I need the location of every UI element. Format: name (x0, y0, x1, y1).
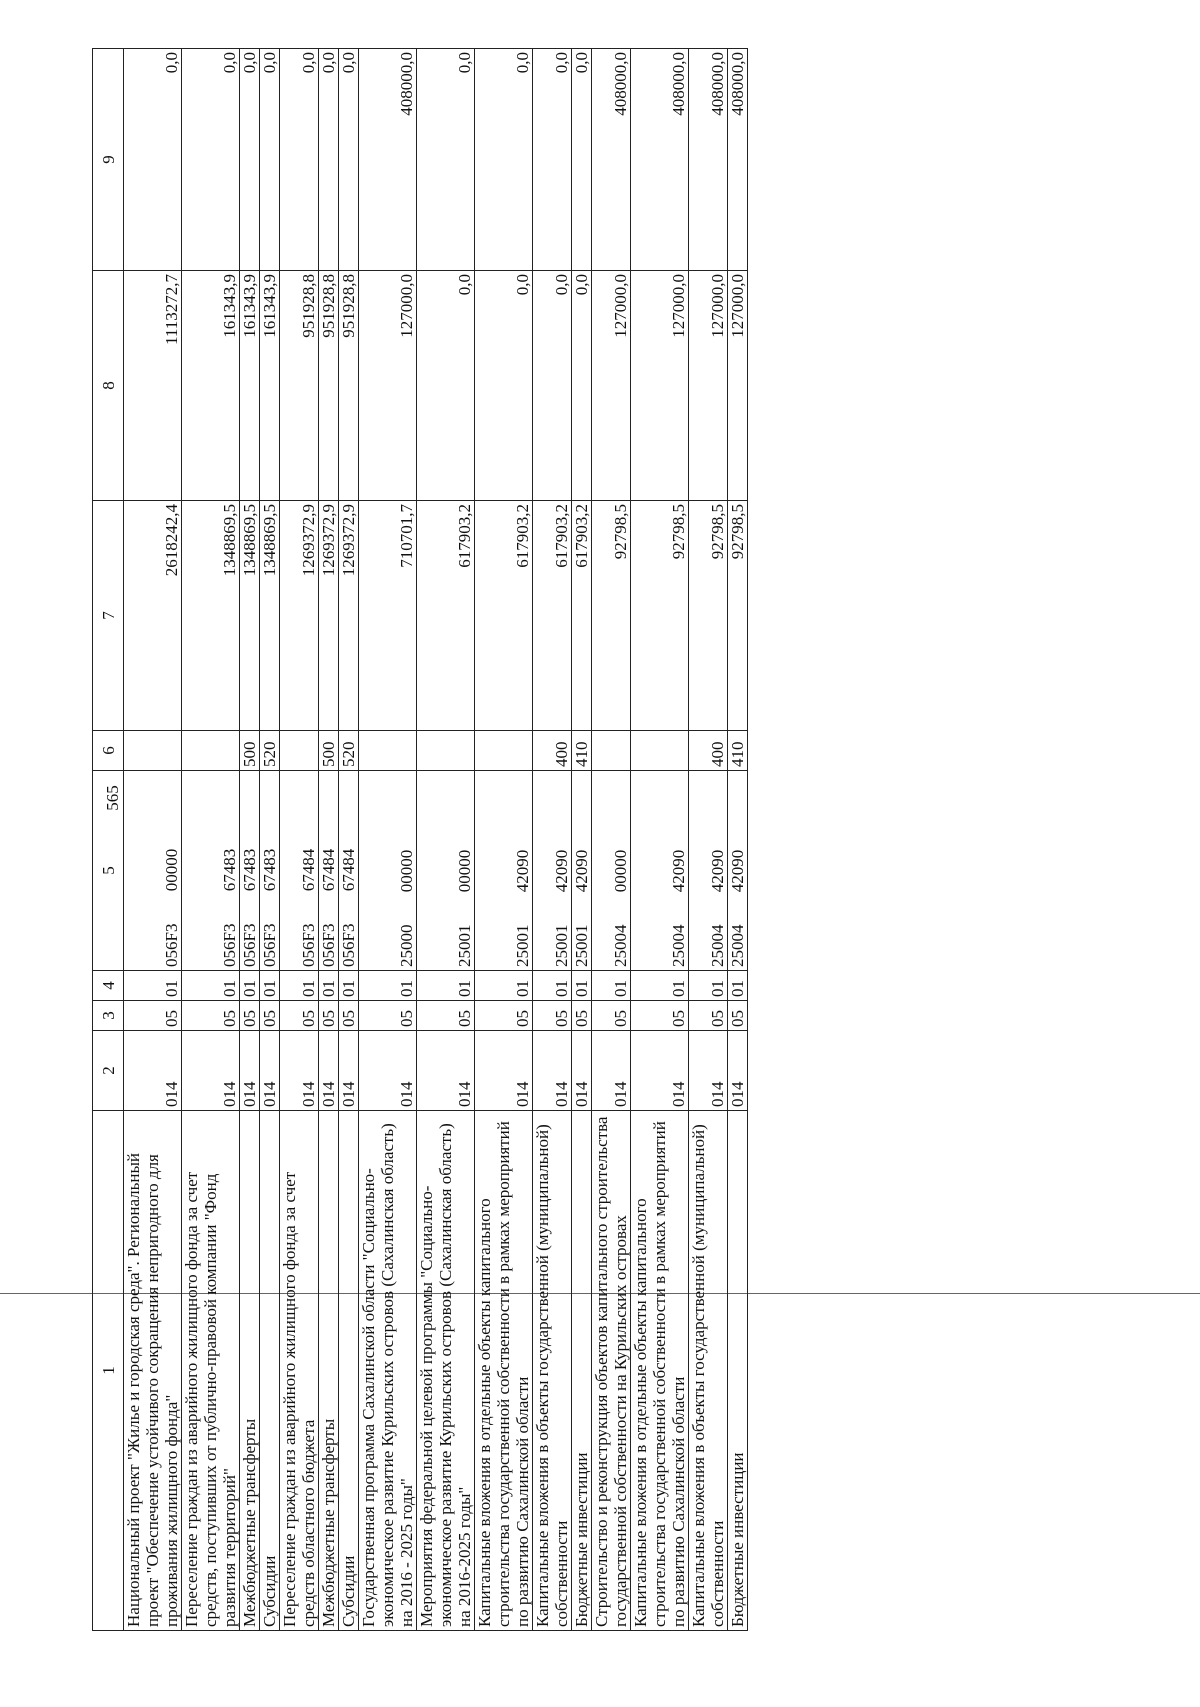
row-amount-7: 1348869,5 (240, 501, 260, 731)
row-target-code: 056F3 00000 (124, 771, 182, 971)
row-amount-9: 0,0 (533, 49, 572, 271)
row-amount-8: 0,0 (417, 271, 475, 501)
row-amount-7: 92798,5 (689, 501, 728, 731)
row-ministry-code: 014 (728, 1031, 748, 1111)
row-subsection: 01 (475, 971, 533, 1001)
row-name: Межбюджетные трансферты (319, 1111, 339, 1631)
row-section: 05 (689, 1001, 728, 1031)
row-amount-8: 0,0 (475, 271, 533, 501)
row-section: 05 (182, 1001, 240, 1031)
row-amount-8: 0,0 (572, 271, 592, 501)
row-target-code: 056F3 67484 (339, 771, 359, 971)
col-header-5: 5 (93, 771, 124, 971)
row-ministry-code: 014 (417, 1031, 475, 1111)
row-expense-type: 400 (689, 731, 728, 771)
col-header-2: 2 (93, 1031, 124, 1111)
row-expense-type: 500 (319, 731, 339, 771)
row-section: 05 (319, 1001, 339, 1031)
table-row (728, 49, 748, 1631)
row-amount-7: 617903,2 (417, 501, 475, 731)
row-amount-8: 951928,8 (339, 271, 359, 501)
row-name: Государственная программа Сахалинской области "Социально-экономическое развитие Курильских островов (Сахалинская область) на 2016 - 2025 годы" (359, 1111, 417, 1631)
row-amount-8: 951928,8 (280, 271, 319, 501)
row-target-code: 25004 42090 (689, 771, 728, 971)
row-target-code: 25001 42090 (475, 771, 533, 971)
table-row (689, 49, 728, 1631)
row-amount-9: 0,0 (417, 49, 475, 271)
row-subsection: 01 (359, 971, 417, 1001)
table-row (592, 49, 631, 1631)
row-name: Капитальные вложения в объекты государственной (муниципальной) собственности (689, 1111, 728, 1631)
row-target-code: 25004 00000 (592, 771, 631, 971)
table-row (631, 49, 689, 1631)
row-ministry-code: 014 (689, 1031, 728, 1111)
row-ministry-code: 014 (572, 1031, 592, 1111)
row-amount-9: 0,0 (339, 49, 359, 271)
row-subsection: 01 (689, 971, 728, 1001)
row-ministry-code: 014 (280, 1031, 319, 1111)
row-subsection: 01 (533, 971, 572, 1001)
row-section: 05 (280, 1001, 319, 1031)
row-amount-8: 1113272,7 (124, 271, 182, 501)
col-header-1: 1 (93, 1111, 124, 1631)
row-amount-8: 127000,0 (592, 271, 631, 501)
row-amount-8: 161343,9 (260, 271, 280, 501)
row-subsection: 01 (631, 971, 689, 1001)
row-amount-7: 92798,5 (631, 501, 689, 731)
table-row (572, 49, 592, 1631)
row-name: Мероприятия федеральной целевой программы "Социально-экономическое развитие Курильских островов (Сахалинская область) на 2016-2025 годы" (417, 1111, 475, 1631)
row-target-code: 056F3 67484 (319, 771, 339, 971)
row-section: 05 (417, 1001, 475, 1031)
table-row (280, 49, 319, 1631)
row-amount-9: 0,0 (182, 49, 240, 271)
row-name: Бюджетные инвестиции (572, 1111, 592, 1631)
row-name: Переселение граждан из аварийного жилищного фонда за счет средств, поступивших от публично-правовой компании "Фонд развития территорий" (182, 1111, 240, 1631)
row-amount-7: 1348869,5 (182, 501, 240, 731)
row-expense-type: 410 (572, 731, 592, 771)
rotated-table-wrapper (92, 49, 1104, 1631)
row-amount-9: 408000,0 (631, 49, 689, 271)
row-subsection: 01 (728, 971, 748, 1001)
row-name: Субсидии (260, 1111, 280, 1631)
table-row (319, 49, 339, 1631)
row-amount-8: 0,0 (533, 271, 572, 501)
row-name: Капитальные вложения в объекты государственной (муниципальной) собственности (533, 1111, 572, 1631)
table-row (475, 49, 533, 1631)
row-amount-8: 161343,9 (240, 271, 260, 501)
col-header-9: 9 (93, 49, 124, 271)
row-ministry-code: 014 (359, 1031, 417, 1111)
row-amount-7: 1269372,9 (319, 501, 339, 731)
row-subsection: 01 (280, 971, 319, 1001)
table-row (339, 49, 359, 1631)
row-name: Строительство и реконструкция объектов капитального строительства государственной собственности на Курильских островах (592, 1111, 631, 1631)
row-name: Переселение граждан из аварийного жилищного фонда за счет средств областного бюджета (280, 1111, 319, 1631)
row-expense-type (182, 731, 240, 771)
row-section: 05 (475, 1001, 533, 1031)
row-amount-8: 161343,9 (182, 271, 240, 501)
header-row (93, 49, 124, 1631)
row-target-code: 056F3 67483 (182, 771, 240, 971)
col-header-6: 6 (93, 731, 124, 771)
budget-table (92, 48, 748, 1631)
row-amount-7: 617903,2 (533, 501, 572, 731)
row-expense-type: 500 (240, 731, 260, 771)
row-expense-type: 520 (260, 731, 280, 771)
row-amount-8: 951928,8 (319, 271, 339, 501)
row-amount-9: 0,0 (124, 49, 182, 271)
col-header-4: 4 (93, 971, 124, 1001)
row-amount-7: 2618242,4 (124, 501, 182, 731)
row-section: 05 (124, 1001, 182, 1031)
row-name: Капитальные вложения в отдельные объекты капитального строительства государственной собственности в рамках мероприятий по развитию Сахалинской области (631, 1111, 689, 1631)
row-amount-8: 127000,0 (631, 271, 689, 501)
row-section: 05 (592, 1001, 631, 1031)
row-expense-type: 410 (728, 731, 748, 771)
row-ministry-code: 014 (631, 1031, 689, 1111)
row-amount-8: 127000,0 (728, 271, 748, 501)
row-ministry-code: 014 (182, 1031, 240, 1111)
row-section: 05 (728, 1001, 748, 1031)
row-subsection: 01 (572, 971, 592, 1001)
page-number: 565 (103, 785, 122, 811)
row-amount-9: 408000,0 (359, 49, 417, 271)
row-section: 05 (533, 1001, 572, 1031)
row-ministry-code: 014 (124, 1031, 182, 1111)
row-expense-type: 520 (339, 731, 359, 771)
row-amount-8: 127000,0 (359, 271, 417, 501)
row-subsection: 01 (182, 971, 240, 1001)
row-subsection: 01 (260, 971, 280, 1001)
row-amount-7: 710701,7 (359, 501, 417, 731)
row-amount-9: 0,0 (475, 49, 533, 271)
row-amount-9: 0,0 (280, 49, 319, 271)
row-name: Капитальные вложения в отдельные объекты капитального строительства государственной собственности в рамках мероприятий по развитию Сахалинской области (475, 1111, 533, 1631)
row-expense-type (280, 731, 319, 771)
row-target-code: 25001 42090 (533, 771, 572, 971)
row-section: 05 (339, 1001, 359, 1031)
row-target-code: 056F3 67483 (260, 771, 280, 971)
row-expense-type (124, 731, 182, 771)
row-target-code: 056F3 67483 (240, 771, 260, 971)
table-row (124, 49, 182, 1631)
col-header-8: 8 (93, 271, 124, 501)
row-subsection: 01 (319, 971, 339, 1001)
row-expense-type (417, 731, 475, 771)
row-expense-type (631, 731, 689, 771)
row-amount-7: 92798,5 (592, 501, 631, 731)
row-ministry-code: 014 (533, 1031, 572, 1111)
row-amount-9: 408000,0 (689, 49, 728, 271)
row-target-code: 25004 42090 (728, 771, 748, 971)
row-amount-7: 92798,5 (728, 501, 748, 731)
row-section: 05 (631, 1001, 689, 1031)
table-row (182, 49, 240, 1631)
row-target-code: 25004 42090 (631, 771, 689, 971)
table-row (417, 49, 475, 1631)
row-amount-7: 1269372,9 (280, 501, 319, 731)
row-section: 05 (240, 1001, 260, 1031)
row-name: Межбюджетные трансферты (240, 1111, 260, 1631)
row-name: Субсидии (339, 1111, 359, 1631)
row-amount-9: 0,0 (260, 49, 280, 271)
row-subsection: 01 (417, 971, 475, 1001)
col-header-3: 3 (93, 1001, 124, 1031)
row-subsection: 01 (592, 971, 631, 1001)
row-section: 05 (359, 1001, 417, 1031)
row-section: 05 (260, 1001, 280, 1031)
row-amount-9: 0,0 (319, 49, 339, 271)
row-ministry-code: 014 (339, 1031, 359, 1111)
row-ministry-code: 014 (475, 1031, 533, 1111)
row-amount-7: 1348869,5 (260, 501, 280, 731)
row-expense-type (475, 731, 533, 771)
row-amount-9: 0,0 (572, 49, 592, 271)
row-amount-9: 0,0 (240, 49, 260, 271)
row-ministry-code: 014 (592, 1031, 631, 1111)
row-amount-9: 408000,0 (592, 49, 631, 271)
row-amount-7: 617903,2 (572, 501, 592, 731)
row-name: Национальный проект "Жилье и городская среда". Региональный проект "Обеспечение устойчивого сокращения непригодного для проживания жилищного фонда" (124, 1111, 182, 1631)
row-amount-7: 617903,2 (475, 501, 533, 731)
table-row (359, 49, 417, 1631)
table-row (240, 49, 260, 1631)
row-target-code: 056F3 67484 (280, 771, 319, 971)
row-amount-7: 1269372,9 (339, 501, 359, 731)
row-subsection: 01 (124, 971, 182, 1001)
row-ministry-code: 014 (240, 1031, 260, 1111)
row-expense-type: 400 (533, 731, 572, 771)
table-row (533, 49, 572, 1631)
row-subsection: 01 (240, 971, 260, 1001)
row-ministry-code: 014 (260, 1031, 280, 1111)
row-target-code: 25001 00000 (417, 771, 475, 971)
row-amount-8: 127000,0 (689, 271, 728, 501)
row-target-code: 25001 42090 (572, 771, 592, 971)
row-name: Бюджетные инвестиции (728, 1111, 748, 1631)
row-target-code: 25000 00000 (359, 771, 417, 971)
row-expense-type (592, 731, 631, 771)
table-row (260, 49, 280, 1631)
col-header-7: 7 (93, 501, 124, 731)
row-expense-type (359, 731, 417, 771)
row-section: 05 (572, 1001, 592, 1031)
row-subsection: 01 (339, 971, 359, 1001)
row-ministry-code: 014 (319, 1031, 339, 1111)
row-amount-9: 408000,0 (728, 49, 748, 271)
